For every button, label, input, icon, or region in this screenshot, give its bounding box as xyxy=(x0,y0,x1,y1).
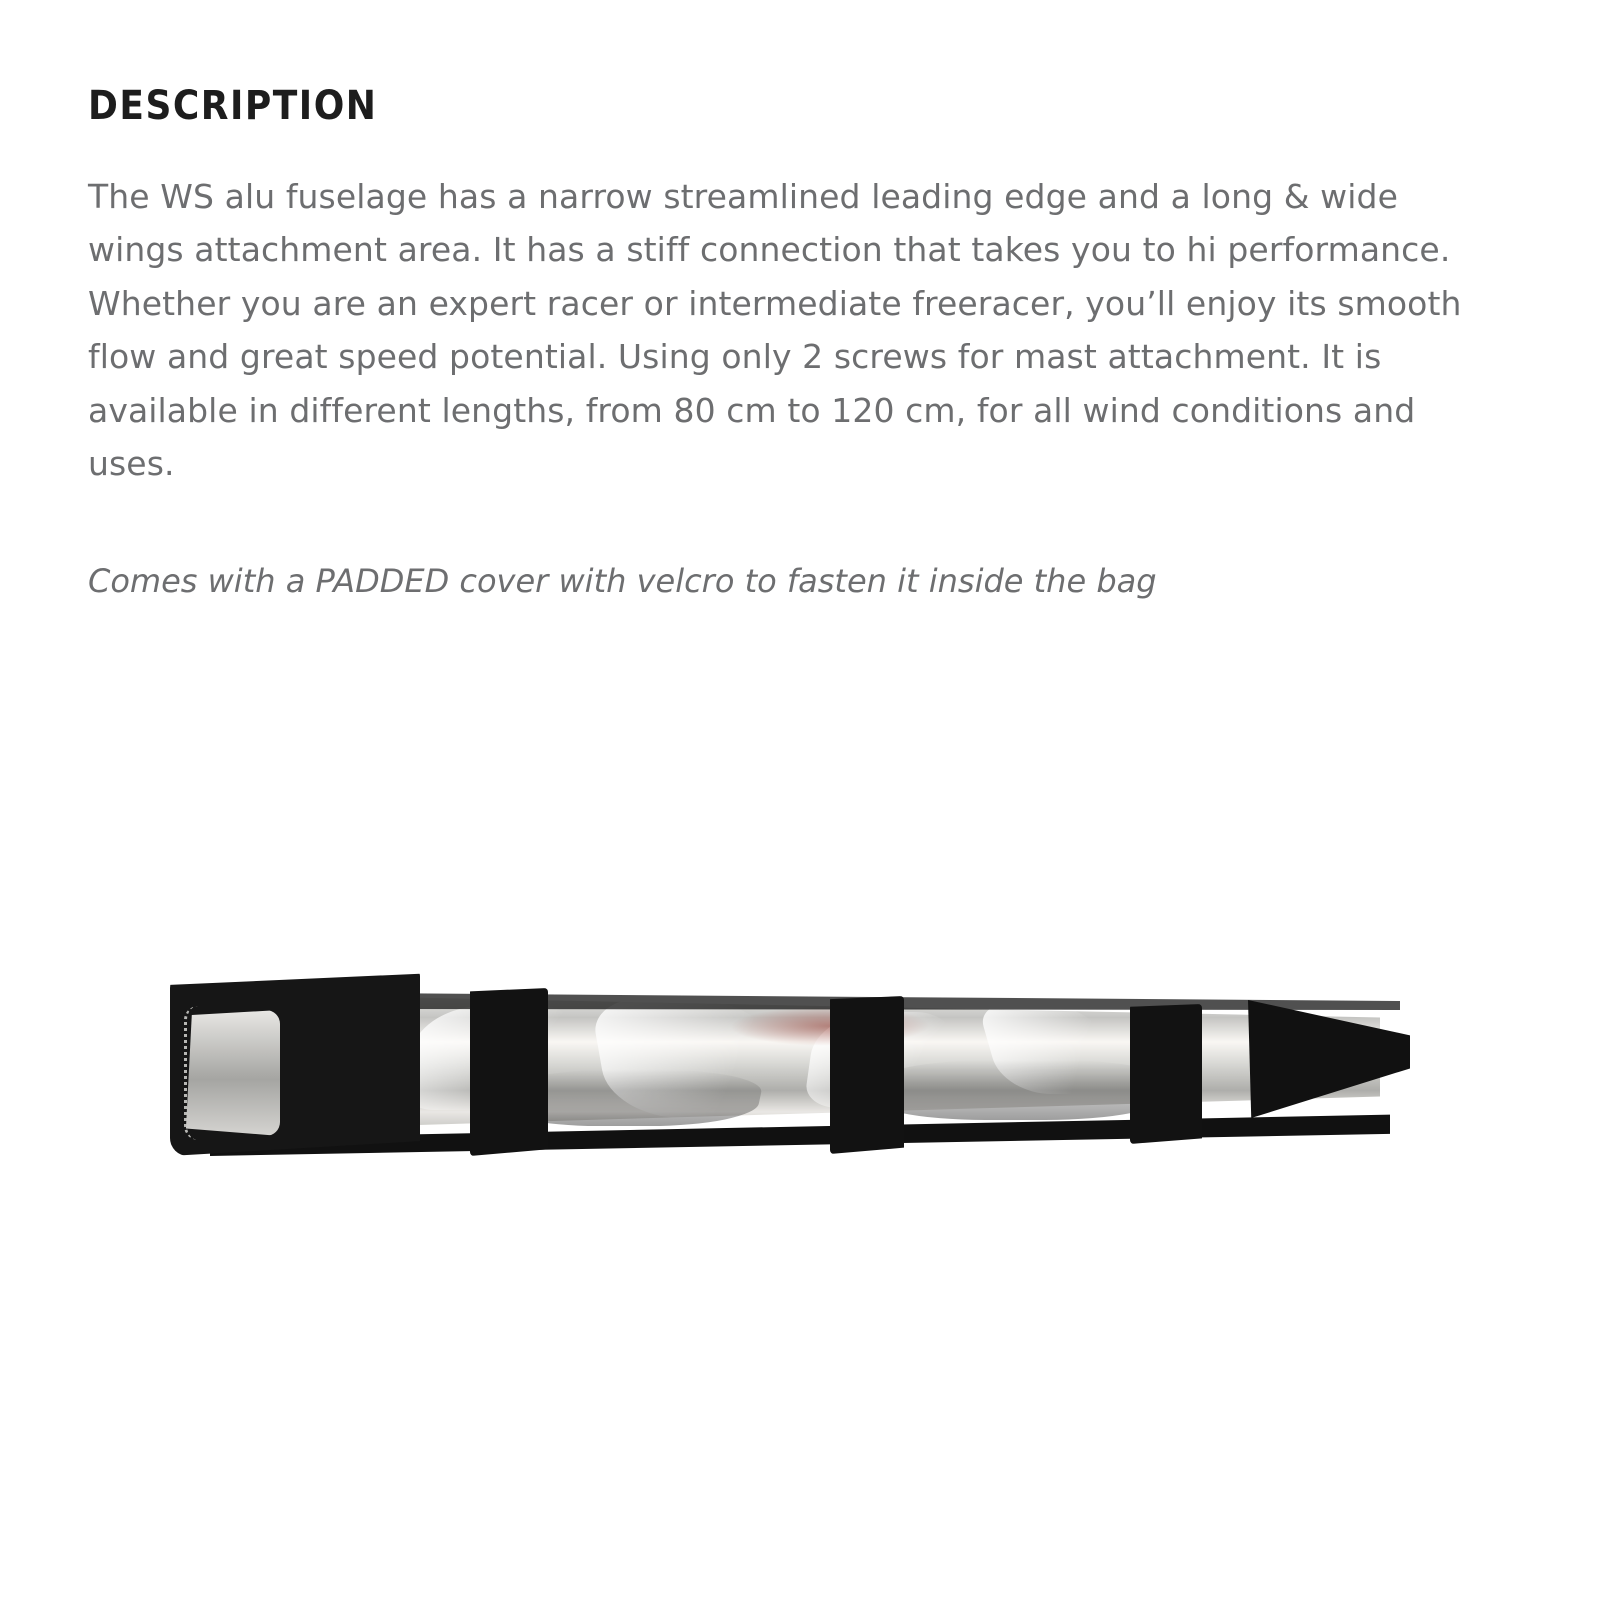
product-photo xyxy=(150,930,1450,1230)
end-cap xyxy=(170,970,420,1156)
description-paragraph: The WS alu fuselage has a narrow streamlined leading edge and a long & wide wings attachment area. It has a stiff connection that takes you to hi performance. Whether you are an expert racer or intermediate freeracer, you’ll enjoy its smooth flow and great speed potential. Using only 2 screws for mast attachment. It is available in different lengths, from 80 cm to 120 cm, for all wind conditions and uses. xyxy=(88,177,1462,484)
velcro-strap xyxy=(1130,1004,1202,1144)
tapered-tip xyxy=(1248,1000,1410,1118)
padded-cover-note: Comes with a PADDED cover with velcro to fasten it inside the bag xyxy=(88,561,1157,600)
description-section xyxy=(88,83,1488,605)
end-cap-stitching xyxy=(184,1006,283,1140)
velcro-strap xyxy=(470,988,548,1156)
padded-cover-illustration xyxy=(170,960,1410,1160)
page-title: DESCRIPTION xyxy=(88,83,378,129)
velcro-strap xyxy=(830,996,904,1154)
foil-shadow xyxy=(865,1060,1175,1120)
